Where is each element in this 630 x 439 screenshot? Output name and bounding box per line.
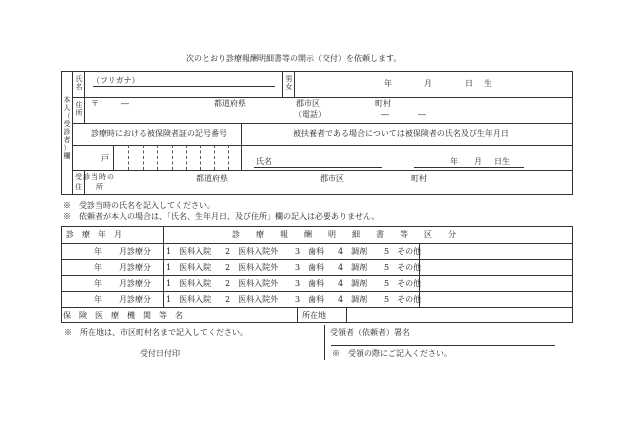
note-self: ※ 依頼者が本人の場合は、「氏名、生年月日、及び住所」欄の記入は必要ありません。 xyxy=(63,212,380,221)
vertical-char: ） xyxy=(63,144,71,152)
option-outpatient[interactable]: 2 医科入院外 xyxy=(225,247,279,256)
vertical-char: 本 xyxy=(63,96,71,104)
phone-dash-2: ― xyxy=(418,110,426,119)
dependent-label: 被扶養者である場合については被保険者の氏名及び生年月日 xyxy=(293,129,509,138)
record-detail-input[interactable] xyxy=(420,260,572,274)
record-month: 月診療分 xyxy=(119,279,151,288)
visit-prefecture-label: 都道府県 xyxy=(196,174,228,183)
visit-address-label-2: 住 所 xyxy=(75,183,103,191)
sex-label xyxy=(285,75,293,91)
vertical-char: 氏 xyxy=(75,75,83,83)
location-input[interactable] xyxy=(347,308,572,322)
col-date-header: 診 療 年 月 xyxy=(66,230,122,239)
birth-year: 年 xyxy=(384,79,392,88)
option-inpatient[interactable]: 1 医科入院 xyxy=(166,263,212,272)
option-dental[interactable]: 3 歯科 xyxy=(295,263,325,272)
insured-name-input[interactable] xyxy=(268,150,382,166)
visit-city-label: 郡市区 xyxy=(320,174,344,183)
record-detail-input[interactable] xyxy=(420,244,572,258)
record-year: 年 xyxy=(94,279,102,288)
signature-note: ※ 受領の際にご記入ください。 xyxy=(332,349,452,358)
visit-address-input[interactable] xyxy=(120,172,570,193)
name-input[interactable] xyxy=(86,88,282,96)
vertical-char: 名 xyxy=(75,83,83,91)
option-dental[interactable]: 3 歯科 xyxy=(295,247,325,256)
city-label: 郡市区 xyxy=(296,99,320,108)
vertical-char: 人 xyxy=(63,104,71,112)
prefecture-label: 都道府県 xyxy=(214,99,246,108)
insured-birth-day: 日生 xyxy=(494,157,510,166)
location-label: 所在地 xyxy=(302,311,326,320)
vertical-char: 受 xyxy=(63,120,71,128)
vertical-char: 欄 xyxy=(63,152,71,160)
vertical-char: 所 xyxy=(75,109,83,117)
institution-label: 保 険 医 療 機 関 等 名 xyxy=(63,311,183,320)
vertical-char: 診 xyxy=(63,128,71,136)
record-detail-input[interactable] xyxy=(420,276,572,290)
vertical-char: 男 xyxy=(285,75,293,83)
recipient-signature-input[interactable] xyxy=(406,328,556,344)
patient-section-label xyxy=(63,96,71,160)
record-month: 月診療分 xyxy=(119,295,151,304)
note-name: ※ 受診当時の氏名を記入してください。 xyxy=(63,201,215,210)
visit-town-label: 町村 xyxy=(411,174,427,183)
location-note: ※ 所在地は、市区町村名まで記入してください。 xyxy=(64,328,248,337)
vertical-char: 住 xyxy=(75,101,83,109)
postal-dash: ― xyxy=(121,99,129,108)
birth-month: 月 xyxy=(424,79,432,88)
vertical-char: 者 xyxy=(63,136,71,144)
birth-suffix: 生 xyxy=(484,79,492,88)
option-pharmacy[interactable]: 4 調剤 xyxy=(338,279,368,288)
recipient-signature-label: 受領者（依頼者）署名 xyxy=(330,328,410,337)
postal-mark: 〒 xyxy=(91,99,99,108)
vertical-char: （ xyxy=(63,112,71,120)
col-type-header: 診 療 報 酬 明 細 書 等 区 分 xyxy=(232,230,456,239)
option-other[interactable]: 5 その他 xyxy=(384,295,422,304)
institution-input[interactable] xyxy=(164,308,296,322)
option-outpatient[interactable]: 2 医科入院外 xyxy=(225,295,279,304)
option-inpatient[interactable]: 1 医科入院 xyxy=(166,295,212,304)
address-input[interactable] xyxy=(86,98,571,122)
option-outpatient[interactable]: 2 医科入院外 xyxy=(225,263,279,272)
insured-birth-month: 月 xyxy=(474,157,482,166)
record-year: 年 xyxy=(94,263,102,272)
option-other[interactable]: 5 その他 xyxy=(384,279,422,288)
option-other[interactable]: 5 その他 xyxy=(384,263,422,272)
record-year: 年 xyxy=(94,295,102,304)
insurance-number-input[interactable] xyxy=(114,146,240,169)
option-dental[interactable]: 3 歯科 xyxy=(295,279,325,288)
option-other[interactable]: 5 その他 xyxy=(384,247,422,256)
insured-name-label: 氏名 xyxy=(256,157,272,166)
record-month: 月診療分 xyxy=(119,263,151,272)
record-detail-input[interactable] xyxy=(420,292,572,306)
vertical-char: 女 xyxy=(285,83,293,91)
option-dental[interactable]: 3 歯科 xyxy=(295,295,325,304)
option-inpatient[interactable]: 1 医科入院 xyxy=(166,279,212,288)
name-label xyxy=(75,75,83,91)
town-label: 町村 xyxy=(375,99,391,108)
option-pharmacy[interactable]: 4 調剤 xyxy=(338,295,368,304)
option-pharmacy[interactable]: 4 調剤 xyxy=(338,263,368,272)
phone-label: （電話） xyxy=(294,110,326,119)
address-label xyxy=(75,101,83,117)
option-pharmacy[interactable]: 4 調剤 xyxy=(338,247,368,256)
reception-stamp-label: 受付日付印 xyxy=(140,349,180,358)
insured-birth-year: 年 xyxy=(450,157,458,166)
option-outpatient[interactable]: 2 医科入院外 xyxy=(225,279,279,288)
visit-address-label-1: 受診当時の xyxy=(75,173,115,181)
record-month: 月診療分 xyxy=(119,247,151,256)
furigana-label: （フリガナ） xyxy=(92,76,140,85)
phone-dash-1: ― xyxy=(381,110,389,119)
option-inpatient[interactable]: 1 医科入院 xyxy=(166,247,212,256)
insurance-number-label: 診療時における被保険者証の記号番号 xyxy=(91,129,227,138)
household-mark: 戸 xyxy=(101,154,109,163)
birth-day: 日 xyxy=(465,79,473,88)
request-header: 次のとおり診療報酬明細書等の開示（交付）を依頼します。 xyxy=(186,54,402,63)
record-year: 年 xyxy=(94,247,102,256)
